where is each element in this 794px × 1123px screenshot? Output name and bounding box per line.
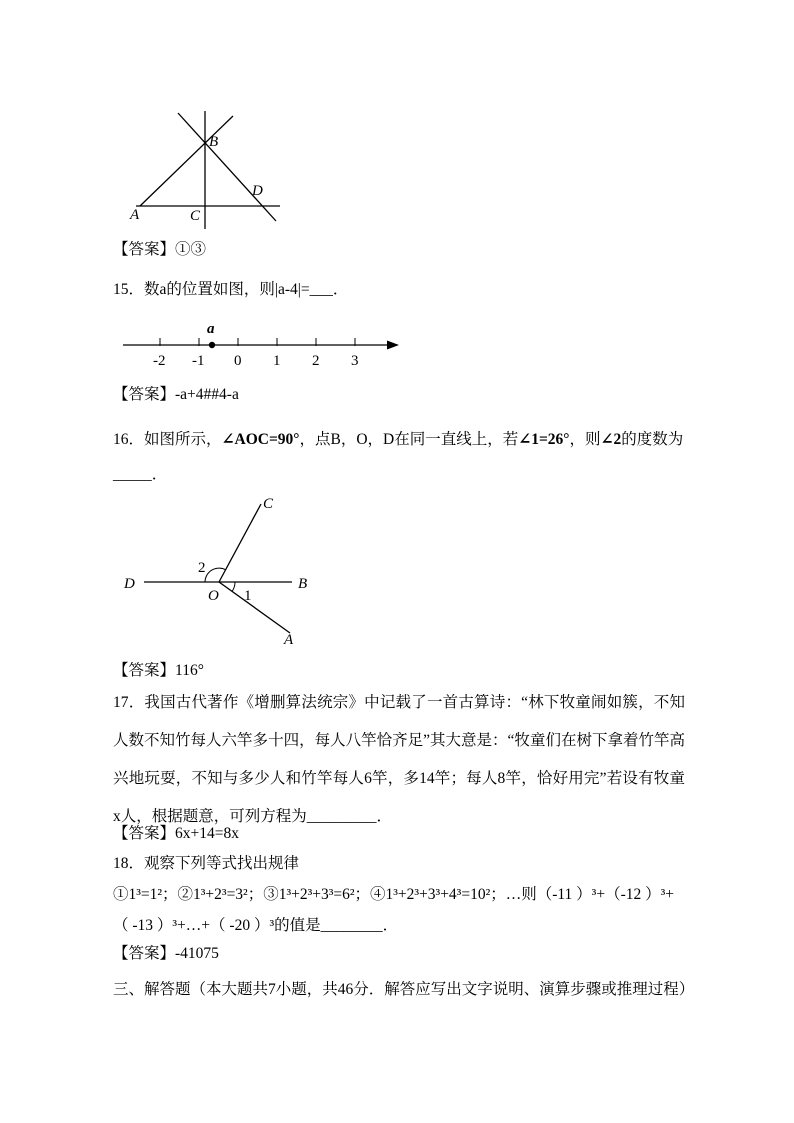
point-label-b: B <box>298 576 308 592</box>
diagonal-line-bd <box>178 113 276 221</box>
question16-blank: _____． <box>113 466 168 483</box>
ray-oa <box>219 582 290 633</box>
answer-label: 【答案】 <box>113 386 176 403</box>
answer-label: 【答案】 <box>113 662 176 679</box>
tick-label: -2 <box>153 353 166 369</box>
question18-title: 18．观察下列等式找出规律 <box>113 855 300 872</box>
q16-angle-1: ∠1=26° <box>518 431 570 448</box>
answer-value-q16: 116° <box>175 662 204 679</box>
question15-numberline-figure <box>113 315 413 373</box>
answer-label: 【答案】 <box>113 945 176 962</box>
question17-text: 17．我国古代著作《增删算法统宗》中记载了一首古算诗：“林下牧童闹如簇，不知人数不知竹每人六竿多十四，每人八竿恰齐足”其大意是：“牧童们在树下拿着竹竿高兴地玩耍，不知与多少人和竹竿每人6竿，多14竿；每人8竿，恰好用完”若设有牧童x人，根据题意，可列方程为_________． <box>113 694 685 825</box>
point-label-c: C <box>190 208 201 224</box>
tick-label: 2 <box>312 353 320 369</box>
answer-value-q15: -a+4##4-a <box>175 386 239 403</box>
q16-suffix: 的度数为 <box>621 431 684 448</box>
question16-text <box>113 427 683 449</box>
q16-mid2: ，则 <box>569 431 601 448</box>
question15-text: 15．数a的位置如图，则|a-4|=___． <box>113 281 349 298</box>
q16-angle-aoc: ∠AOC=90° <box>221 431 300 448</box>
answer-line-q17 <box>113 821 239 843</box>
diagonal-line-ab <box>140 116 233 206</box>
tick-label: 1 <box>273 353 281 369</box>
section3-heading: 三、解答题（本大题共7小题，共46分．解答应写出文字说明、演算步骤或推理过程） <box>113 981 695 998</box>
tick-label: -1 <box>192 353 205 369</box>
ray-oc <box>219 504 261 582</box>
answer-label: 【答案】 <box>113 825 176 842</box>
point-label-b: B <box>209 134 219 150</box>
q16-mid1: ，点B，O，D在同一直线上，若 <box>299 431 519 448</box>
answer-value-q14: ①③ <box>175 241 207 258</box>
answer-line-q15 <box>113 382 239 404</box>
point-label-c: C <box>263 496 274 512</box>
angle1-arc <box>232 582 235 592</box>
q16-prefix: 16．如图所示， <box>113 431 222 448</box>
point-label-d: D <box>252 183 263 199</box>
point-label-d: D <box>124 576 135 592</box>
question18-body: ①1³=1²；②1³+2³=3²；③1³+2³+3³=6²；④1³+2³+3³+4³=10²；…则（-11 ）³+（-12 ）³+（ -13 ）³+…+（ -20 ）³的值是________． <box>113 886 674 934</box>
question16-angle-figure <box>122 492 317 650</box>
angle2-label: 2 <box>198 560 206 576</box>
answer-label: 【答案】 <box>113 241 176 258</box>
question14-geometry-figure <box>128 103 288 235</box>
tick-label: 0 <box>234 353 242 369</box>
point-a-dot <box>209 342 215 348</box>
answer-value-q17: 6x+14=8x <box>175 825 239 842</box>
point-label-o: O <box>208 588 219 604</box>
angle1-label: 1 <box>244 588 252 604</box>
point-a-label: a <box>207 321 215 337</box>
point-label-a: A <box>284 632 294 648</box>
answer-value-q18: -41075 <box>175 945 219 962</box>
tick-label: 3 <box>351 353 359 369</box>
q16-angle-2: ∠2 <box>600 431 622 448</box>
point-label-a: A <box>130 207 140 223</box>
answer-line-q16 <box>113 658 204 680</box>
answer-line-q14 <box>113 237 206 259</box>
arrowhead-icon <box>387 341 399 350</box>
answer-line-q18 <box>113 941 219 963</box>
